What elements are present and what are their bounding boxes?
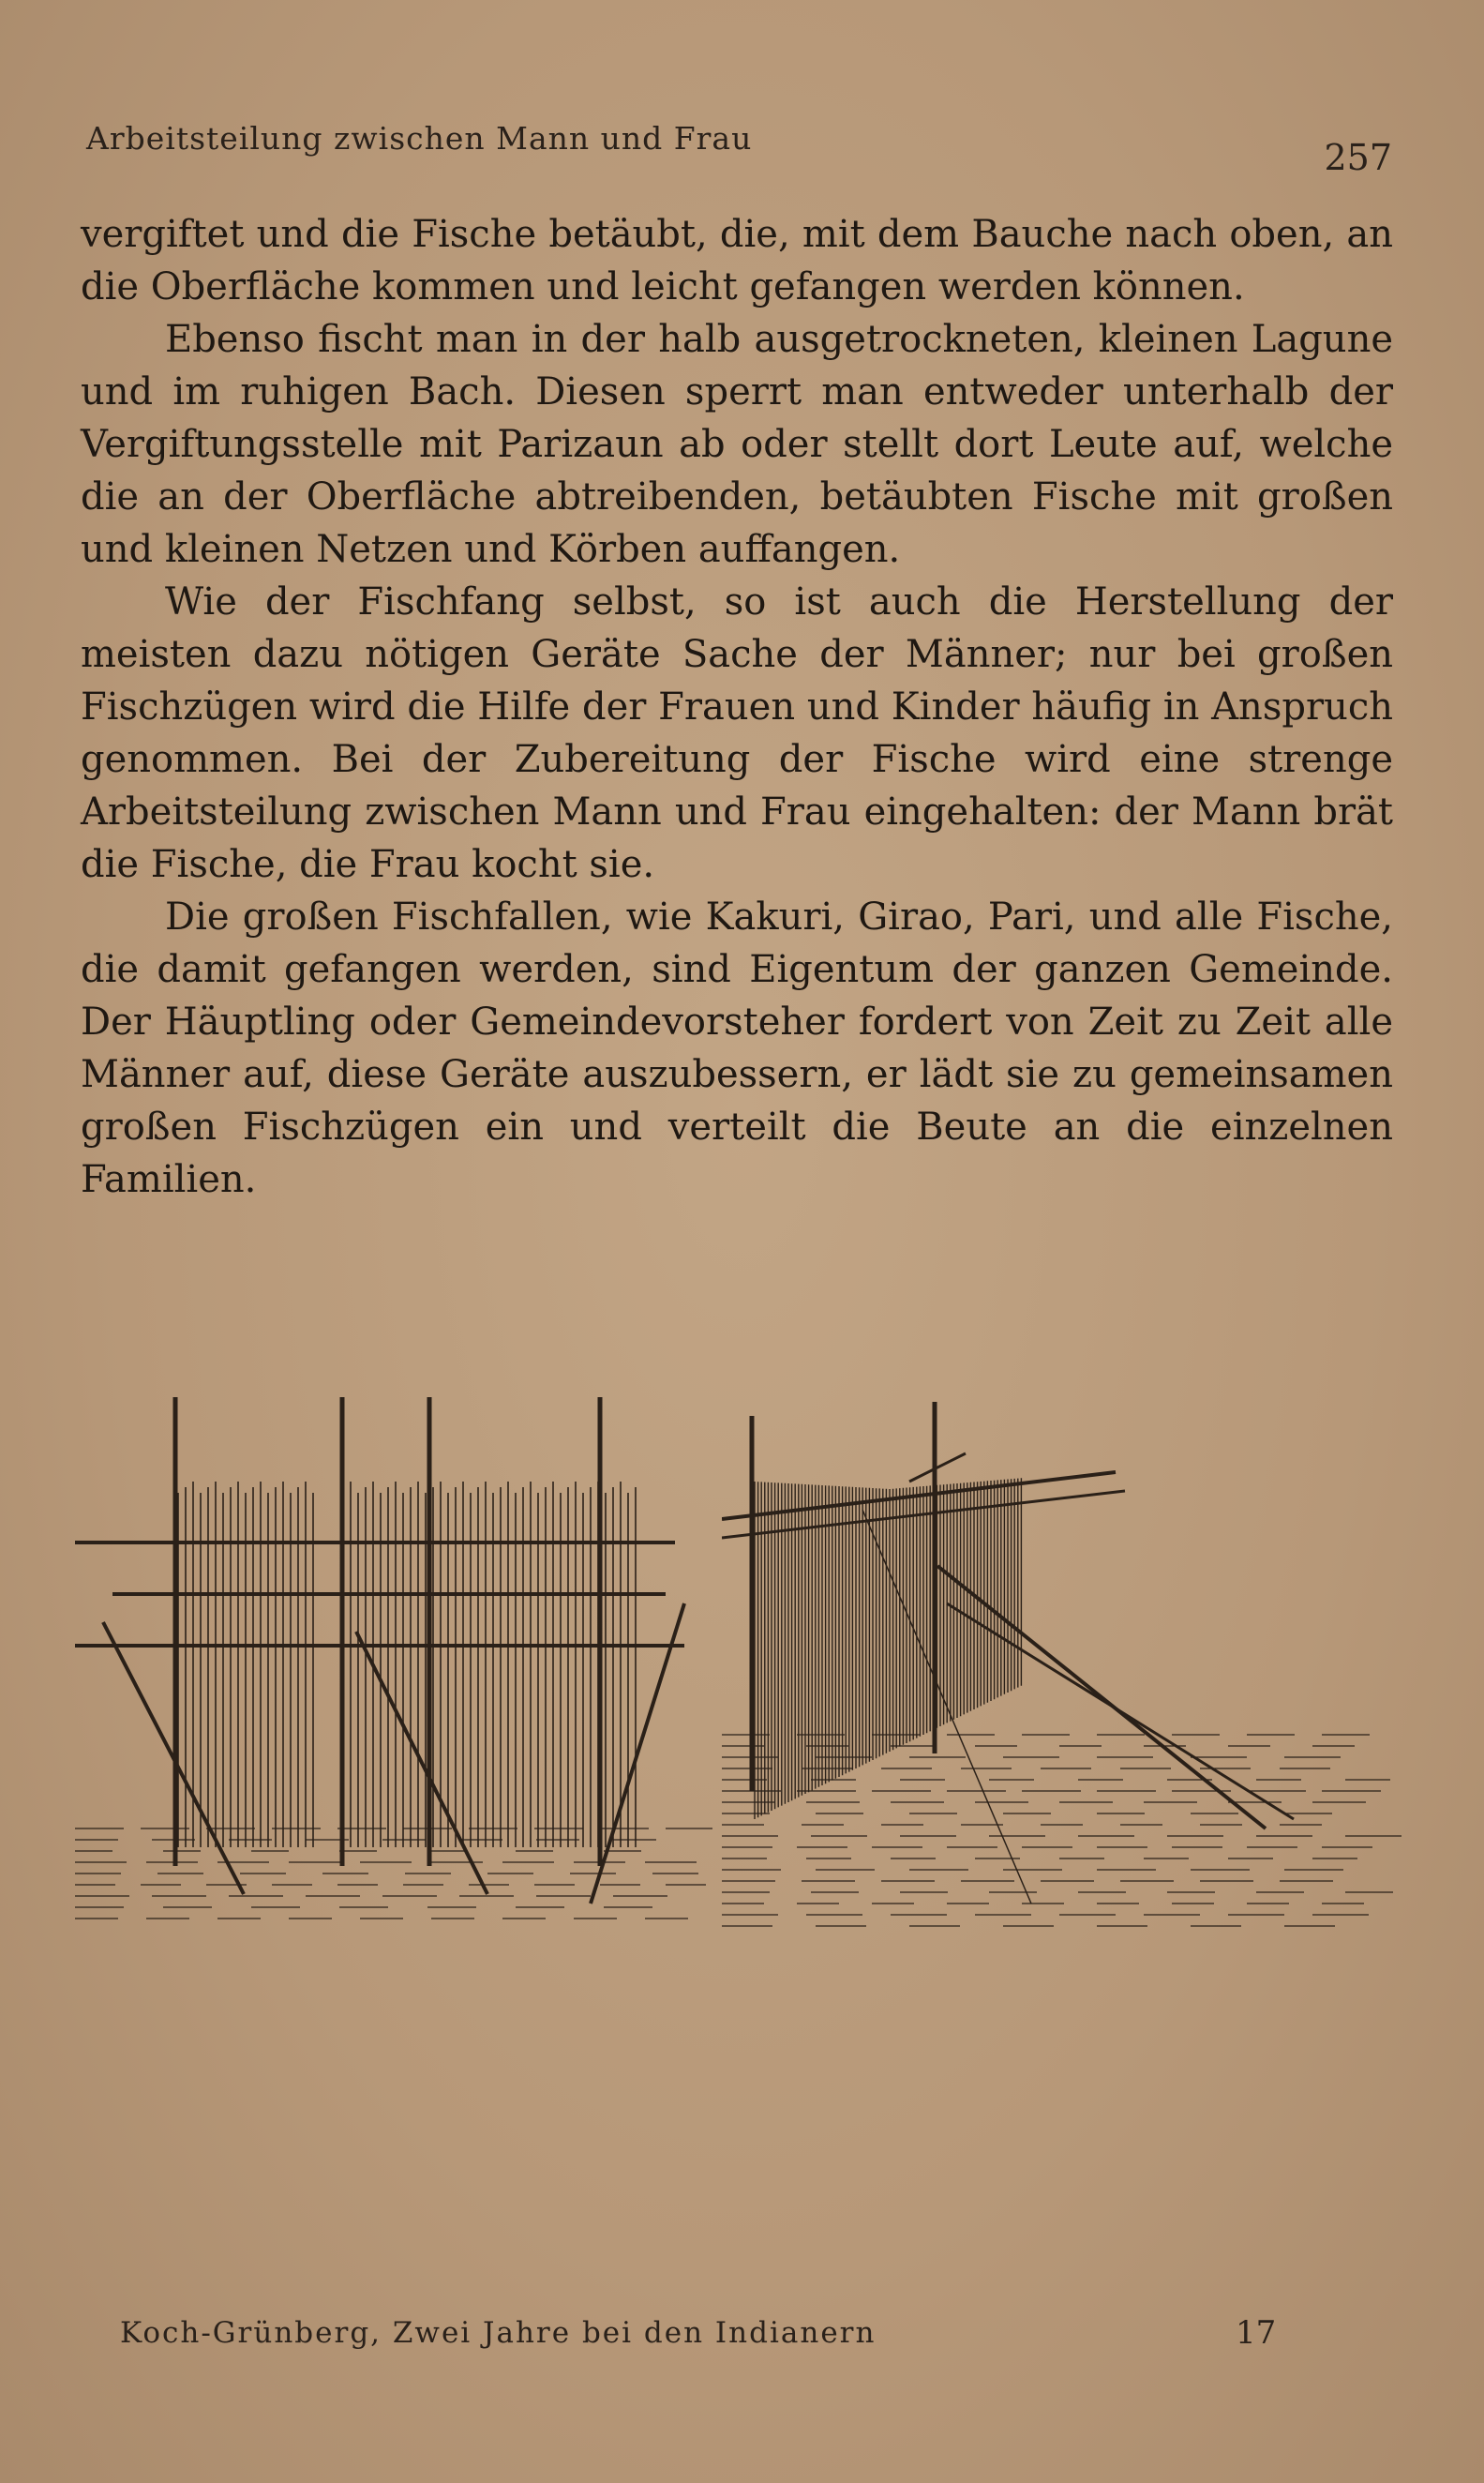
paragraph-1: vergiftet und die Fische betäubt, die, mit dem Bauche nach oben, an die Oberfläche kommen und leicht gefangen werden können. bbox=[81, 213, 1393, 308]
paragraph-4: Die großen Fischfallen, wie Kakuri, Girao, Pari, und alle Fische, die damit gefangen werden, sind Eigentum der ganzen Gemeinde. Der Häuptling oder Gemeindevorsteher fordert von Zeit zu Zeit alle Männer auf, diese Geräte auszubessern, er lädt sie zu gemeinsamen großen Fischzügen ein und verteilt die Beute an die einzelnen Familien. bbox=[81, 895, 1393, 1201]
footer-source: Koch-Grünberg, Zwei Jahre bei den Indianern bbox=[120, 2316, 877, 2350]
figures bbox=[75, 1378, 1406, 1960]
page-number: 257 bbox=[1324, 137, 1392, 178]
fish-trap-front-illustration bbox=[75, 1378, 712, 1960]
signature-mark: 17 bbox=[1236, 2314, 1277, 2352]
paragraph-2: Ebenso fischt man in der halb ausgetrockneten, kleinen Lagune und im ruhigen Bach. Diesen sperrt man entweder unterhalb der Vergiftungsstelle mit Parizaun ab oder stellt dort Leute auf, welche die an der Oberfläche abtreibenden, betäubten Fische mit großen und kleinen Netzen und Körben auffangen. bbox=[81, 318, 1393, 571]
paragraph-3: Wie der Fischfang selbst, so ist auch die Herstellung der meisten dazu nötigen Geräte Sache der Männer; nur bei großen Fischzügen wird die Hilfe der Frauen und Kinder häufig in Anspruch genommen. Bei der Zubereitung der Fische wird eine strenge Arbeitsteilung zwischen Mann und Frau eingehalten: der Mann brät die Fische, die Frau kocht sie. bbox=[81, 580, 1393, 886]
body-text bbox=[81, 208, 1393, 1206]
fish-trap-side-illustration bbox=[722, 1378, 1406, 1960]
running-title: Arbeitsteilung zwischen Mann und Frau bbox=[86, 120, 753, 157]
